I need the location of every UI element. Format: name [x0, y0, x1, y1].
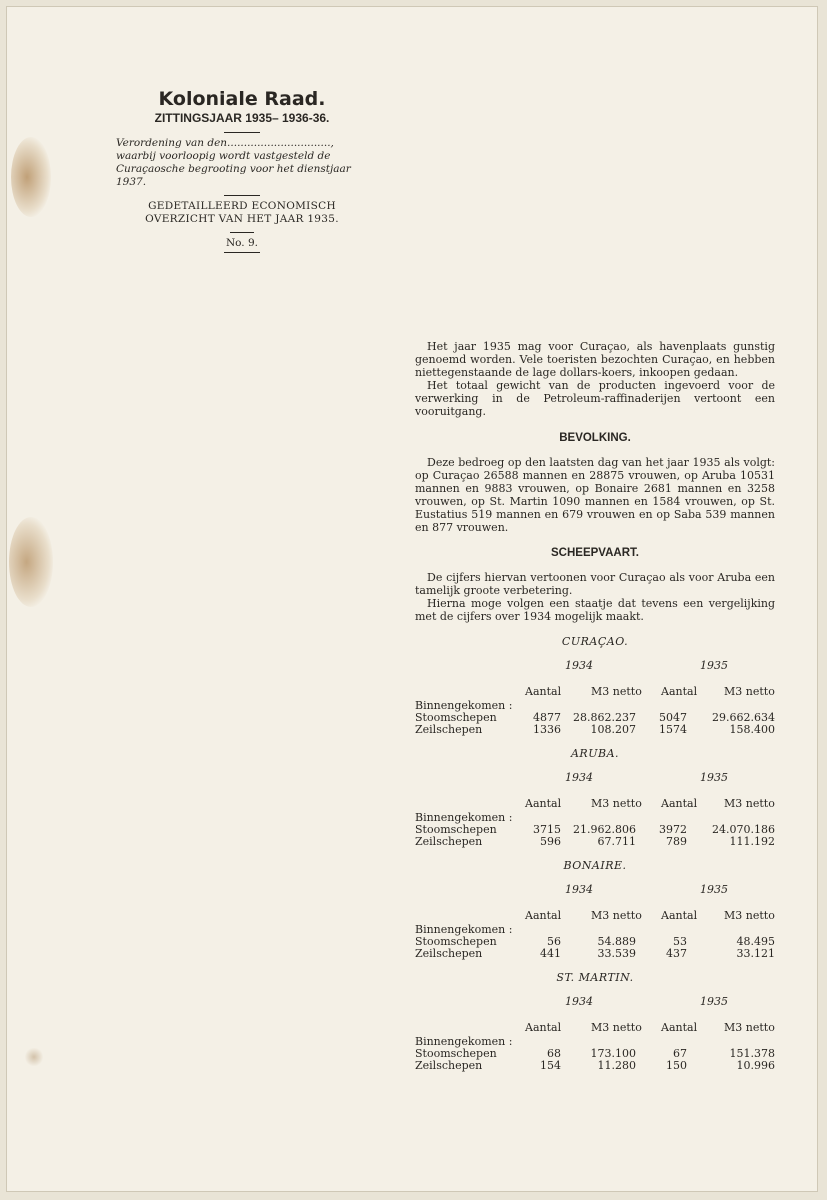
column-header: Aantal	[525, 685, 562, 698]
column-header: M3 netto	[591, 685, 642, 698]
column-header: Aantal	[525, 797, 562, 810]
column-header: M3 netto	[724, 797, 775, 810]
cell-volume-1934: 11.280	[597, 1059, 636, 1072]
island-table	[415, 635, 775, 747]
row-group-label: Binnengekomen :	[415, 1035, 513, 1048]
year-label: 1934	[565, 883, 593, 896]
island-table	[415, 971, 775, 1083]
document-number: No. 9.	[225, 237, 259, 249]
row-label: Stoomschepen	[415, 935, 497, 948]
cell-count-1934: 56	[547, 935, 561, 948]
year-label: 1934	[565, 995, 593, 1008]
column-header: Aantal	[525, 909, 562, 922]
year-label: 1935	[700, 659, 728, 672]
year-label: 1934	[565, 659, 593, 672]
cell-volume-1934: 67.711	[597, 835, 636, 848]
row-label: Zeilschepen	[415, 947, 483, 960]
row-label: Zeilschepen	[415, 1059, 483, 1072]
island-name: ST. MARTIN.	[556, 971, 634, 984]
cell-volume-1935: 111.192	[729, 835, 775, 848]
shipping-heading: SCHEEPVAART.	[551, 547, 639, 559]
shipping-paragraph: De cijfers hiervan vertoonen voor Curaçao als voor Aruba een tamelijk groote verbetering.	[415, 571, 775, 597]
column-header: M3 netto	[591, 909, 642, 922]
column-header: Aantal	[661, 909, 698, 922]
cell-volume-1934: 173.100	[590, 1047, 636, 1060]
column-header: Aantal	[525, 1021, 562, 1034]
cell-count-1934: 154	[540, 1059, 561, 1072]
population-heading: BEVOLKING.	[559, 432, 631, 444]
cell-count-1935: 3972	[659, 823, 687, 836]
cell-volume-1935: 158.400	[729, 723, 775, 736]
cell-count-1935: 67	[673, 1047, 687, 1060]
shipping-tables	[415, 635, 775, 1083]
cell-count-1935: 789	[666, 835, 687, 848]
divider	[224, 252, 260, 253]
cell-count-1934: 4877	[533, 711, 561, 724]
cell-count-1935: 53	[673, 935, 687, 948]
year-label: 1935	[700, 771, 728, 784]
cell-count-1934: 596	[540, 835, 561, 848]
cell-count-1934: 68	[547, 1047, 561, 1060]
cell-count-1934: 3715	[533, 823, 561, 836]
divider	[224, 195, 260, 196]
cell-volume-1935: 33.121	[736, 947, 775, 960]
divider	[224, 132, 260, 133]
column-header: M3 netto	[724, 909, 775, 922]
row-group-label: Binnengekomen :	[415, 699, 513, 712]
row-group-label: Binnengekomen :	[415, 811, 513, 824]
year-label: 1934	[565, 771, 593, 784]
column-header: M3 netto	[591, 797, 642, 810]
column-header: Aantal	[661, 797, 698, 810]
council-title: Koloniale Raad.	[158, 88, 326, 110]
cell-volume-1935: 29.662.634	[712, 711, 775, 724]
cell-volume-1935: 24.070.186	[712, 823, 775, 836]
document-body	[415, 340, 775, 1083]
intro-paragraph: Het jaar 1935 mag voor Curaçao, als havenplaats gunstig genoemd worden. Vele toeristen bezochten Curaçao, en hebben niettegenstaande de lage dollars-koers, inkoopen gedaan.	[415, 340, 775, 379]
cell-count-1935: 5047	[659, 711, 687, 724]
cell-volume-1934: 33.539	[597, 947, 636, 960]
row-label: Stoomschepen	[415, 823, 497, 836]
ordinance-text: Verordening van den..............................., waarbij voorloopig wordt vastgesteld de Curaçaosche begrooting voor het dienstjaar 1937.	[116, 137, 351, 188]
row-label: Stoomschepen	[415, 1047, 497, 1060]
year-label: 1935	[700, 995, 728, 1008]
stain	[9, 517, 53, 607]
cell-volume-1934: 21.962.806	[573, 823, 636, 836]
cell-count-1935: 1574	[659, 723, 687, 736]
column-header: M3 netto	[591, 1021, 642, 1034]
cell-volume-1934: 108.207	[590, 723, 636, 736]
row-label: Zeilschepen	[415, 723, 483, 736]
cell-count-1935: 150	[666, 1059, 687, 1072]
stain	[25, 1047, 43, 1067]
column-header: Aantal	[661, 685, 698, 698]
column-header: M3 netto	[724, 685, 775, 698]
population-paragraph: Deze bedroeg op den laatsten dag van het jaar 1935 als volgt: op Curaçao 26588 mannen en 28875 vrouwen, op Aruba 10531 mannen en 9883 vrouwen, op Bonaire 2681 mannen en 3258 vrouwen, op St. Martin 1090 mannen en 1584 vrouwen, op St. Eustatius 519 mannen en 679 vrouwen en op Saba 539 mannen en 877 vrouwen.	[415, 456, 775, 534]
cell-volume-1935: 48.495	[736, 935, 775, 948]
island-table	[415, 747, 775, 859]
cell-count-1934: 441	[540, 947, 561, 960]
row-label: Stoomschepen	[415, 711, 497, 724]
document-header	[112, 88, 372, 257]
cell-volume-1934: 28.862.237	[573, 711, 636, 724]
island-name: BONAIRE.	[563, 859, 627, 872]
row-group-label: Binnengekomen :	[415, 923, 513, 936]
divider	[230, 232, 254, 233]
island-name: CURAÇAO.	[561, 635, 629, 648]
column-header: M3 netto	[724, 1021, 775, 1034]
intro-paragraph: Het totaal gewicht van de producten ingevoerd voor de verwerking in de Petroleum-raffinaderijen vertoont een vooruitgang.	[415, 379, 775, 418]
stain	[11, 137, 51, 217]
cell-count-1934: 1336	[533, 723, 561, 736]
cell-volume-1934: 54.889	[597, 935, 636, 948]
island-table	[415, 859, 775, 971]
cell-volume-1935: 10.996	[736, 1059, 775, 1072]
cell-volume-1935: 151.378	[729, 1047, 775, 1060]
column-header: Aantal	[661, 1021, 698, 1034]
session-year: ZITTINGSJAAR 1935– 1936-36.	[154, 111, 330, 125]
island-name: ARUBA.	[570, 747, 620, 760]
cell-count-1935: 437	[666, 947, 687, 960]
overview-title: GEDETAILLEERD ECONOMISCH OVERZICHT VAN HET JAAR 1935.	[145, 200, 339, 225]
row-label: Zeilschepen	[415, 835, 483, 848]
year-label: 1935	[700, 883, 728, 896]
shipping-paragraph: Hierna moge volgen een staatje dat tevens een vergelijking met de cijfers over 1934 mogelijk maakt.	[415, 597, 775, 623]
